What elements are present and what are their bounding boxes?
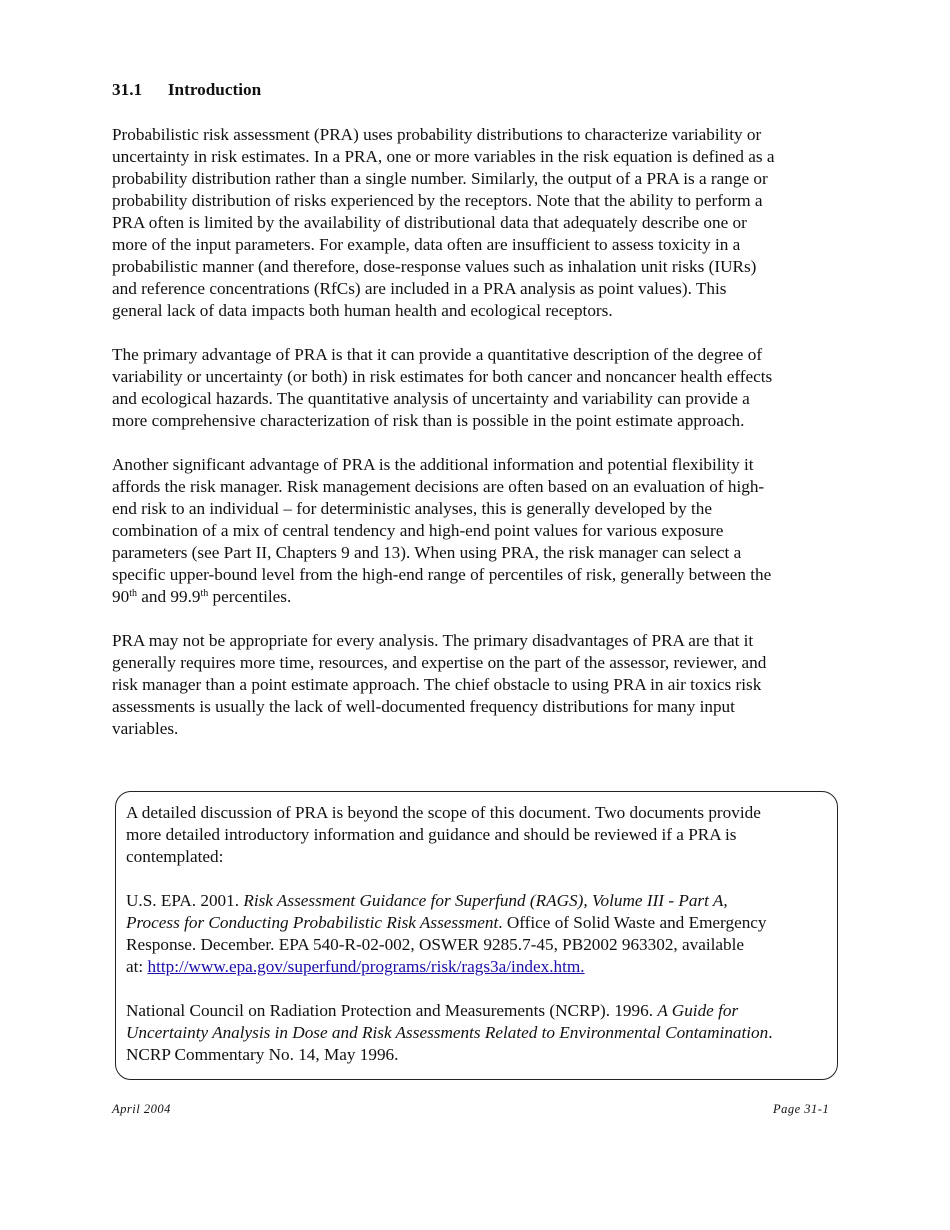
text-line: affords the risk manager. Risk management decisions are often based on an evaluation of high- bbox=[112, 477, 765, 496]
text-line bbox=[126, 890, 827, 912]
text-line: The primary advantage of PRA is that it can provide a quantitative description of the degree of bbox=[112, 345, 763, 364]
text-line: variables. bbox=[112, 719, 179, 738]
text-line: more comprehensive characterization of risk than is possible in the point estimate approach. bbox=[112, 411, 745, 430]
text-line: generally requires more time, resources, and expertise on the part of the assessor, reviewer, and bbox=[112, 653, 767, 672]
text-line: risk manager than a point estimate approach. The chief obstacle to using PRA in air toxics risk bbox=[112, 675, 762, 694]
reference-punctuation: . bbox=[768, 1023, 773, 1042]
text-line: combination of a mix of central tendency and high-end point values for various exposure bbox=[112, 521, 724, 540]
reference-title: A Guide for bbox=[657, 1001, 739, 1020]
text-line: probability distribution rather than a single number. Similarly, the output of a PRA is a range or bbox=[112, 169, 768, 188]
paragraph-2 bbox=[112, 344, 840, 432]
text-line: more detailed introductory information and guidance and should be reviewed if a PRA is bbox=[126, 825, 737, 844]
section-heading bbox=[112, 80, 840, 100]
text-line: more of the input parameters. For example, data often are insufficient to assess toxicity in a bbox=[112, 235, 741, 254]
text-line: and ecological hazards. The quantitative analysis of uncertainty and variability can provide a bbox=[112, 389, 750, 408]
document-page bbox=[112, 80, 840, 762]
reference-callout-box bbox=[115, 791, 838, 1080]
conjunction: and bbox=[136, 587, 171, 606]
text-line: PRA often is limited by the availability of distributional data that adequately describe one or bbox=[112, 213, 747, 232]
text-line: and reference concentrations (RfCs) are included in a PRA analysis as point values). This bbox=[112, 279, 727, 298]
text-line: assessments is usually the lack of well-documented frequency distributions for many input bbox=[112, 697, 735, 716]
reference-title: Risk Assessment Guidance for Superfund (RAGS), Volume III - Part A, bbox=[243, 891, 728, 910]
reference-author-year: National Council on Radiation Protection and Measurements (NCRP). 1996. bbox=[126, 1001, 658, 1020]
text-line: parameters (see Part II, Chapters 9 and 13). When using PRA, the risk manager can select a bbox=[112, 543, 742, 562]
text-line: NCRP Commentary No. 14, May 1996. bbox=[126, 1045, 399, 1064]
text-line: probability distribution of risks experienced by the receptors. Note that the ability to perform a bbox=[112, 191, 763, 210]
percentile-90: 90 bbox=[112, 587, 130, 606]
paragraph-1 bbox=[112, 124, 840, 322]
text-line: Another significant advantage of PRA is the additional information and potential flexibility it bbox=[112, 455, 754, 474]
callout-intro bbox=[126, 802, 827, 868]
section-title: Introduction bbox=[167, 80, 262, 99]
text-line: Probabilistic risk assessment (PRA) uses probability distributions to characterize variability or bbox=[112, 125, 762, 144]
text-line: end risk to an individual – for deterministic analyses, this is generally developed by the bbox=[112, 499, 712, 518]
text-line: variability or uncertainty (or both) in risk estimates for both cancer and noncancer health effects bbox=[112, 367, 773, 386]
percentile-line bbox=[112, 586, 840, 608]
text-line: Response. December. EPA 540-R-02-002, OSWER 9285.7-45, PB2002 963302, available bbox=[126, 935, 745, 954]
text-line bbox=[126, 1000, 827, 1022]
section-number: 31.1 bbox=[112, 80, 143, 99]
text-line bbox=[126, 912, 827, 934]
text-line bbox=[126, 1022, 827, 1044]
text-line: A detailed discussion of PRA is beyond the scope of this document. Two documents provide bbox=[126, 803, 761, 822]
url-prefix: at: bbox=[126, 957, 148, 976]
footer-date: April 2004 bbox=[112, 1102, 171, 1116]
reference-epa-2001 bbox=[126, 890, 827, 978]
text-line: specific upper-bound level from the high-end range of percentiles of risk, generally between the bbox=[112, 565, 772, 584]
percentile-99-9: 99.9 bbox=[170, 587, 201, 606]
text-line: probabilistic manner (and therefore, dose-response values such as inhalation unit risks (IURs) bbox=[112, 257, 757, 276]
ordinal-suffix: th bbox=[129, 588, 137, 599]
paragraph-3 bbox=[112, 454, 840, 608]
reference-title: Uncertainty Analysis in Dose and Risk Assessments Related to Environmental Contamination bbox=[126, 1023, 769, 1042]
reference-title: Process for Conducting Probabilistic Risk Assessment bbox=[126, 913, 499, 932]
reference-ncrp-1996 bbox=[126, 1000, 827, 1066]
ordinal-suffix: th bbox=[200, 588, 209, 599]
reference-publisher: . Office of Solid Waste and Emergency bbox=[498, 913, 767, 932]
rags3a-link[interactable]: http://www.epa.gov/superfund/programs/risk/rags3a/index.htm. bbox=[147, 957, 585, 976]
text-line: uncertainty in risk estimates. In a PRA, one or more variables in the risk equation is defined as a bbox=[112, 147, 775, 166]
percentile-tail: percentiles. bbox=[208, 587, 292, 606]
footer-page-number: Page 31-1 bbox=[773, 1102, 830, 1116]
paragraph-4 bbox=[112, 630, 840, 740]
text-line: PRA may not be appropriate for every analysis. The primary disadvantages of PRA are that it bbox=[112, 631, 754, 650]
text-line: general lack of data impacts both human health and ecological receptors. bbox=[112, 301, 613, 320]
text-line: contemplated: bbox=[126, 847, 224, 866]
reference-author-year: U.S. EPA. 2001. bbox=[126, 891, 244, 910]
text-line bbox=[126, 956, 827, 978]
